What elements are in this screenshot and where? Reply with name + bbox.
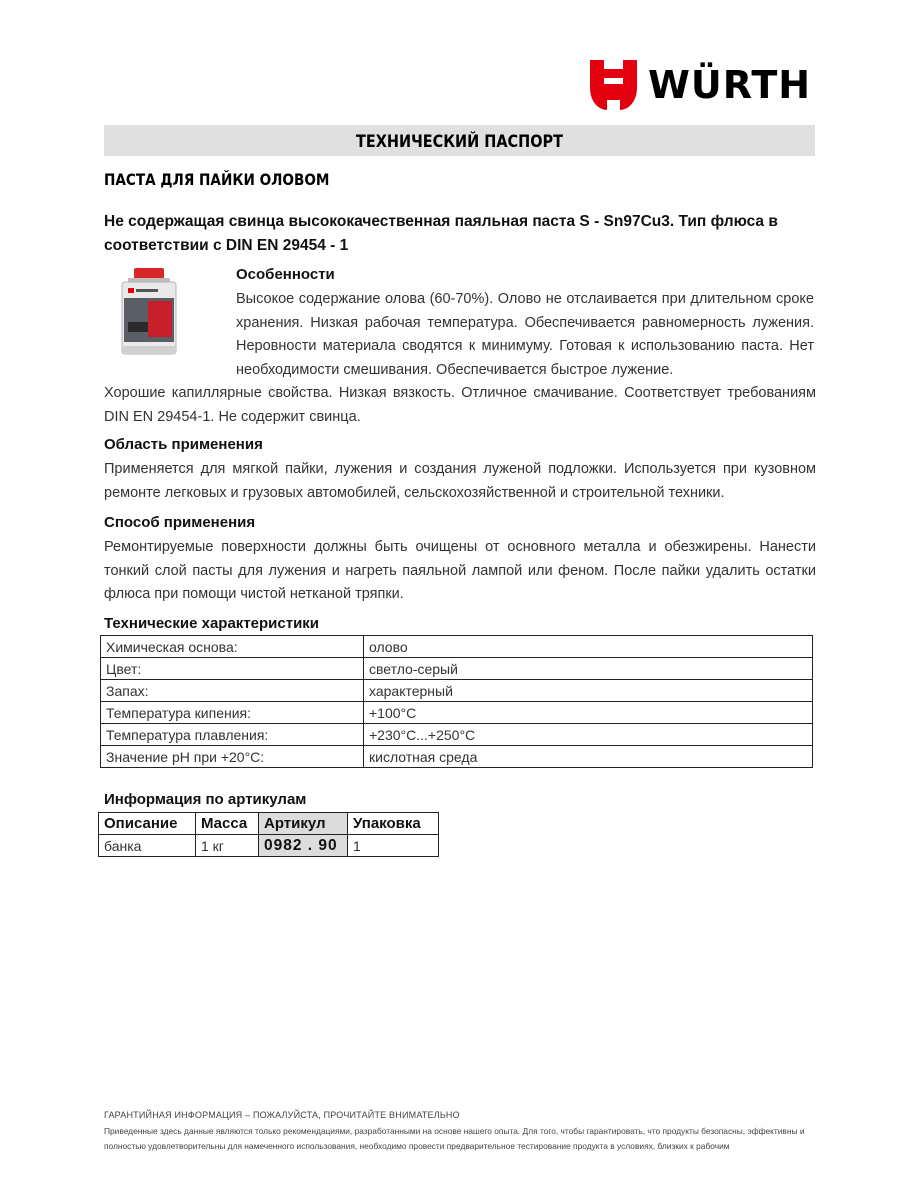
doc-title: ТЕХНИЧЕСКИЙ ПАСПОРТ bbox=[356, 132, 563, 152]
table-row bbox=[101, 658, 813, 680]
tech-specs-table bbox=[100, 635, 813, 768]
table-row bbox=[101, 702, 813, 724]
article-package: 1 bbox=[348, 835, 439, 857]
column-header-description: Описание bbox=[99, 813, 196, 835]
articles-heading: Информация по артикулам bbox=[104, 791, 307, 808]
column-header-package: Упаковка bbox=[348, 813, 439, 835]
features-text-continued: Хорошие капиллярные свойства. Низкая вязкость. Отличное смачивание. Соответствует требованиям DIN EN 29454-1. Не содержит свинца. bbox=[104, 385, 816, 425]
spec-label: Цвет: bbox=[101, 658, 364, 680]
article-mass: 1 кг bbox=[196, 835, 259, 857]
column-header-article: Артикул bbox=[259, 813, 348, 835]
table-header-row bbox=[99, 813, 439, 835]
tech-specs-heading: Технические характеристики bbox=[104, 615, 320, 632]
features-heading: Особенности bbox=[236, 266, 335, 283]
table-row bbox=[101, 746, 813, 768]
spec-label: Температура кипения: bbox=[101, 702, 364, 724]
column-header-mass: Масса bbox=[196, 813, 259, 835]
warranty-heading: ГАРАНТИЙНАЯ ИНФОРМАЦИЯ – ПОЖАЛУЙСТА, ПРОЧИТАЙТЕ ВНИМАТЕЛЬНО bbox=[104, 1110, 460, 1120]
table-row bbox=[101, 724, 813, 746]
spec-value: светло-серый bbox=[364, 658, 813, 680]
method-text: Ремонтируемые поверхности должны быть очищены от основного металла и обезжирены. Нанести тонкий слой пасты для лужения и нагреть паяльной лампой или феном. После пайки удалить остатки флюса при помощи чистой нетканой тряпки. bbox=[104, 539, 816, 602]
articles-table bbox=[98, 812, 439, 857]
wurth-logo-mark-icon bbox=[590, 60, 637, 110]
spec-value: олово bbox=[364, 636, 813, 658]
spec-value: кислотная среда bbox=[364, 746, 813, 768]
spec-value: характерный bbox=[364, 680, 813, 702]
method-heading: Способ применения bbox=[104, 514, 256, 531]
logo-wordmark: WÜRTH bbox=[648, 63, 812, 107]
application-heading: Область применения bbox=[104, 436, 263, 453]
application-text: Применяется для мягкой пайки, лужения и создания луженой подложки. Используется при кузовном ремонте легковых и грузовых автомобилей, сельскохозяйственной и строительной техники. bbox=[104, 461, 816, 501]
product-subtitle: Не содержащая свинца высококачественная паяльная паста S - Sn97Cu3. Тип флюса в соответствии с DIN EN 29454 - 1 bbox=[104, 213, 778, 254]
spec-label: Запах: bbox=[101, 680, 364, 702]
article-description: банка bbox=[99, 835, 196, 857]
spec-label: Значение pH при +20°C: bbox=[101, 746, 364, 768]
product-title: ПАСТА ДЛЯ ПАЙКИ ОЛОВОМ bbox=[104, 170, 330, 189]
warranty-text: Приведенные здесь данные являются только рекомендациями, разработанными на основе нашего опыта. Для того, чтобы гарантировать, что продукты безопасны, эффективны и полностью удовлетворительны для намеченного использования, необходимо провести предварительное тестирование продукта в условиях, близких к рабочим bbox=[104, 1126, 805, 1151]
spec-value: +230°C...+250°C bbox=[364, 724, 813, 746]
spec-value: +100°C bbox=[364, 702, 813, 724]
article-number: 0982 . 90 bbox=[259, 835, 348, 857]
doc-title-bar bbox=[104, 125, 815, 156]
table-row bbox=[101, 680, 813, 702]
features-text: Высокое содержание олова (60-70%). Олово не отслаивается при длительном сроке хранения. Низкая рабочая температура. Обеспечивается равномерность лужения. Неровности материала сводятся к минимуму. Готовая к использованию паста. Нет необходимости смешивания. Обеспечивается быстрое лужение. bbox=[236, 291, 814, 378]
table-row bbox=[101, 636, 813, 658]
spec-label: Температура плавления: bbox=[101, 724, 364, 746]
wurth-logo bbox=[590, 60, 820, 110]
product-can-image bbox=[118, 268, 180, 358]
table-row bbox=[99, 835, 439, 857]
spec-label: Химическая основа: bbox=[101, 636, 364, 658]
